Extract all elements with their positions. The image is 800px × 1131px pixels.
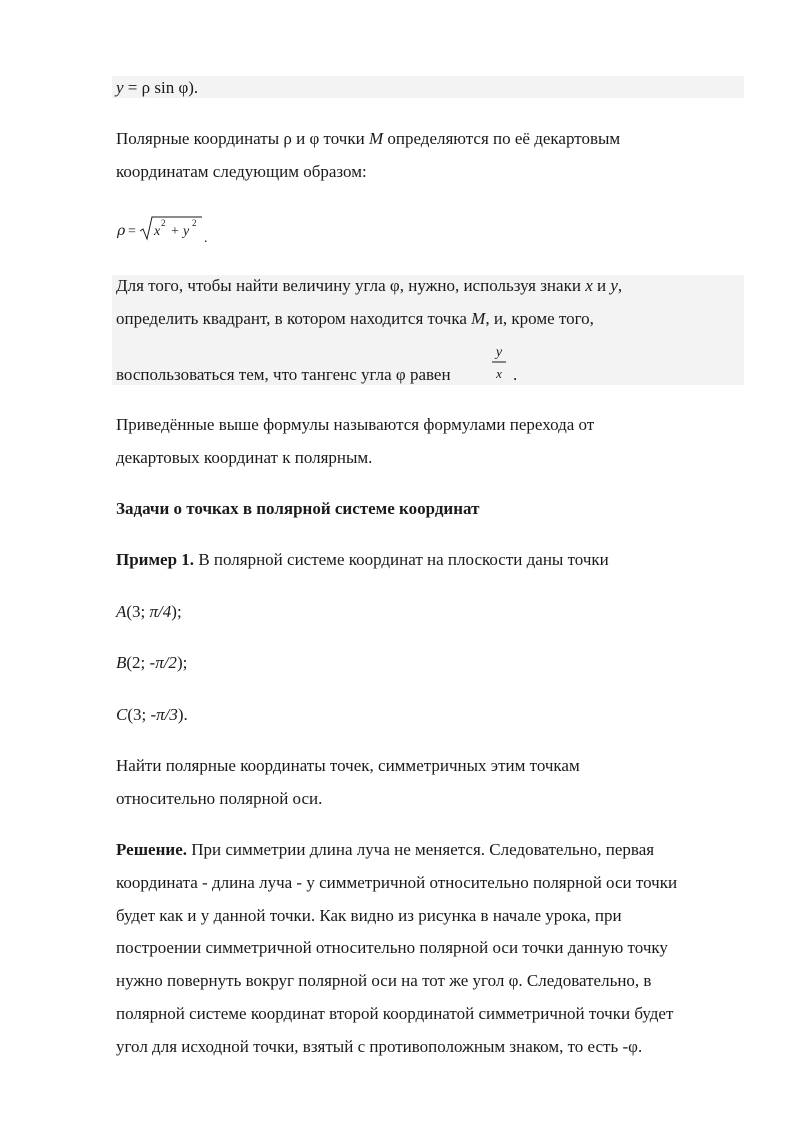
equals-sign: =	[128, 224, 136, 239]
formula-period: .	[204, 231, 208, 246]
paragraph-line: координата - длина луча - у симметричной относительно полярной оси точки	[116, 873, 678, 892]
fraction-numerator: y	[495, 345, 503, 360]
paragraph-line: угол для исходной точки, взятый с противоположным знаком, то есть -φ.	[116, 1037, 643, 1056]
paragraph-line: определить квадрант, в котором находится точка M, и, кроме того,	[116, 309, 594, 328]
y-variable: y	[183, 224, 190, 239]
paragraph-line: Найти полярные координаты точек, симметричных этим точкам	[116, 756, 580, 775]
paragraph-line: Приведённые выше формулы называются формулами перехода от	[116, 415, 595, 434]
paragraph-line: будет как и у данной точки. Как видно из рисунка в начале урока, при	[116, 906, 622, 925]
point-a: A(3; π/4);	[116, 602, 182, 621]
plus-sign: +	[171, 224, 179, 239]
paragraph-line: нужно повернуть вокруг полярной оси на тот же угол φ. Следовательно, в	[116, 971, 652, 990]
x-variable: x	[154, 224, 161, 239]
paragraph-line: построении симметричной относительно полярной оси точки данную точку	[116, 938, 668, 957]
y-over-x-fraction	[489, 340, 509, 384]
highlight-band-top	[112, 76, 744, 98]
rho-formula	[116, 212, 226, 246]
point-c: C(3; -π/3).	[116, 705, 188, 724]
paragraph-line: декартовых координат к полярным.	[116, 448, 373, 467]
fraction-denominator: x	[496, 366, 502, 381]
formula-continuation: y = ρ sin φ).	[116, 78, 199, 97]
paragraph-line: полярной системе координат второй координатой симметричной точки будет	[116, 1004, 674, 1023]
exponent: 2	[192, 218, 197, 228]
section-heading: Задачи о точках в полярной системе координат	[116, 499, 480, 518]
paragraph-line: Полярные координаты ρ и φ точки M определяются по её декартовым	[116, 129, 621, 148]
solution-line: Решение. При симметрии длина луча не меняется. Следовательно, первая	[116, 840, 655, 859]
paragraph-line: координатам следующим образом:	[116, 162, 367, 181]
paragraph-line: воспользоваться тем, что тангенс угла φ равен	[116, 365, 451, 384]
sentence-period: .	[513, 365, 518, 384]
exponent: 2	[161, 218, 166, 228]
paragraph-line: Для того, чтобы найти величину угла φ, нужно, используя знаки x и y,	[116, 276, 623, 295]
rho-symbol: ρ	[117, 223, 126, 239]
example-line: Пример 1. В полярной системе координат на плоскости даны точки	[116, 550, 609, 569]
paragraph-line: относительно полярной оси.	[116, 789, 323, 808]
point-b: B(2; -π/2);	[116, 653, 188, 672]
